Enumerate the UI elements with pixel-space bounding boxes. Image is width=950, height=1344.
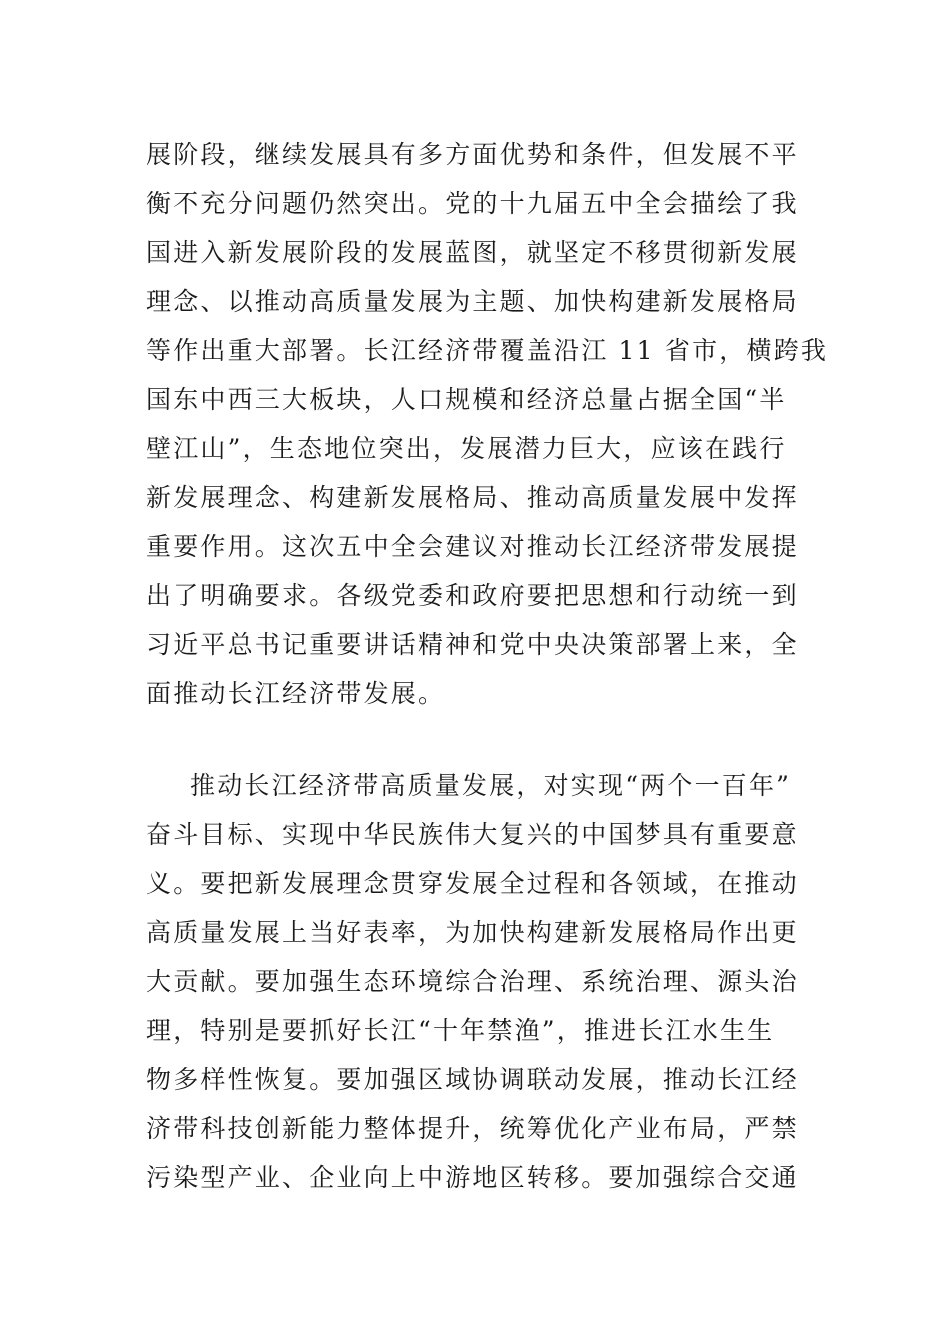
text-line: 展阶段，继续发展具有多方面优势和条件，但发展不平 — [146, 140, 799, 169]
text-line: 衡不充分问题仍然突出。党的十九届五中全会描绘了我 — [146, 189, 799, 218]
text-line: 壁江山”，生态地位突出，发展潜力巨大，应该在践行 — [146, 434, 787, 463]
text-line: 奋斗目标、实现中华民族伟大复兴的中国梦具有重要意 — [146, 820, 799, 849]
text-line: 国东中西三大板块，人口规模和经济总量占据全国“半 — [146, 385, 787, 414]
paragraph-2 — [146, 761, 806, 1202]
text-line: 污染型产业、企业向上中游地区转移。要加强综合交通 — [146, 1163, 799, 1192]
text-line: 等作出重大部署。长江经济带覆盖沿江 11 省市，横跨我 — [146, 336, 829, 365]
paragraph-1 — [146, 130, 829, 718]
text-line: 济带科技创新能力整体提升，统筹优化产业布局，严禁 — [146, 1114, 799, 1143]
text-line: 重要作用。这次五中全会建议对推动长江经济带发展提 — [146, 532, 799, 561]
text-line: 高质量发展上当好表率，为加快构建新发展格局作出更 — [146, 918, 799, 947]
text-line: 物多样性恢复。要加强区域协调联动发展，推动长江经 — [146, 1065, 799, 1094]
text-line: 出了明确要求。各级党委和政府要把思想和行动统一到 — [146, 581, 799, 610]
text-line: 大贡献。要加强生态环境综合治理、系统治理、源头治 — [146, 967, 799, 996]
text-line: 义。要把新发展理念贯穿发展全过程和各领域，在推动 — [146, 869, 799, 898]
text-line: 面推动长江经济带发展。 — [146, 679, 446, 708]
text-line: 国进入新发展阶段的发展蓝图，就坚定不移贯彻新发展 — [146, 238, 799, 267]
text-line: 习近平总书记重要讲话精神和党中央决策部署上来，全 — [146, 630, 799, 659]
text-line: 新发展理念、构建新发展格局、推动高质量发展中发挥 — [146, 483, 799, 512]
text-line-first: 推动长江经济带高质量发展，对实现“两个一百年” — [190, 771, 792, 800]
text-line: 理念、以推动高质量发展为主题、加快构建新发展格局 — [146, 287, 799, 316]
text-line: 理，特别是要抓好长江“十年禁渔”，推进长江水生生 — [146, 1016, 775, 1045]
